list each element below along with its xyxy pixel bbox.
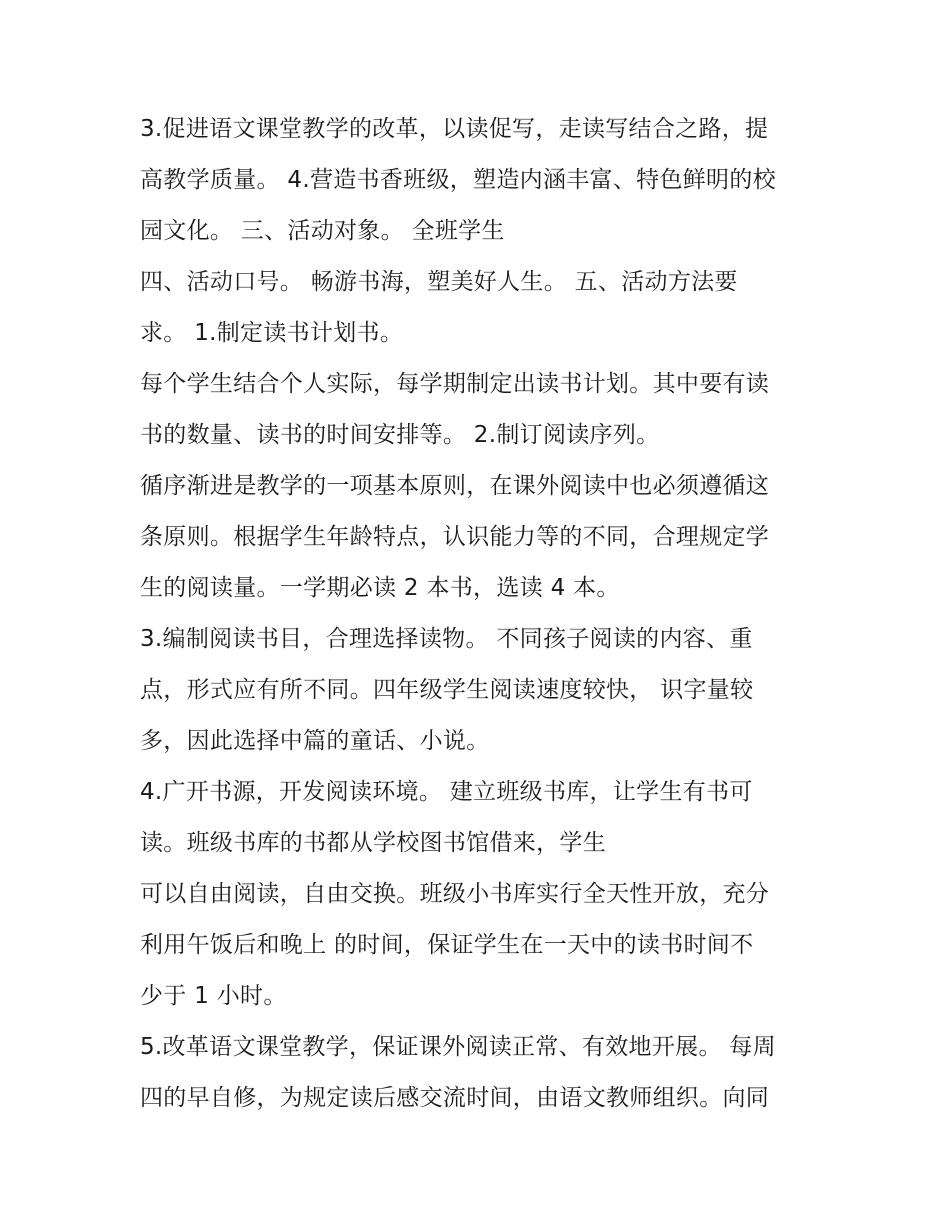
text-line: 多，因此选择中篇的童话、小说。 [140,728,490,754]
text-line: 少于 1 小时。 [140,983,287,1009]
text-line: 园文化。 三、活动对象。 全班学生 [140,218,505,244]
text-line: 4.广开书源，开发阅读环境。 建立班级书库，让学生有书可 [140,779,753,805]
text-line: 高教学质量。 4.营造书香班级，塑造内涵丰富、特色鲜明的校 [140,167,776,193]
text-line: 3.编制阅读书目，合理选择读物。 不同孩子阅读的内容、重 [140,626,753,652]
text-line: 条原则。根据学生年龄特点，认识能力等的不同，合理规定学 [140,524,770,550]
text-line: 求。 1.制定读书计划书。 [140,320,404,346]
text-line: 四的早自修，为规定读后感交流时间，由语文教师组织。向同 [140,1085,770,1111]
text-line: 可以自由阅读，自由交换。班级小书库实行全天性开放，充分 [140,881,770,907]
text-line: 四、活动口号。 畅游书海，塑美好人生。 五、活动方法要 [140,269,738,295]
document-body [140,104,830,1124]
text-line: 每个学生结合个人实际，每学期制定出读书计划。其中要有读 [140,371,770,397]
text-line: 循序渐进是教学的一项基本原则，在课外阅读中也必须遵循这 [140,473,770,499]
text-line: 书的数量、读书的时间安排等。 2.制订阅读序列。 [140,422,660,448]
text-line: 生的阅读量。一学期必读 2 本书，选读 4 本。 [140,575,620,601]
text-line: 点，形式应有所不同。四年级学生阅读速度较快， 识字量较 [140,677,754,703]
text-line: 3.促进语文课堂教学的改革，以读促写，走读写结合之路，提 [140,116,769,142]
text-line: 读。班级书库的书都从学校图书馆借来，学生 [140,830,606,856]
text-line: 5.改革语文课堂教学，保证课外阅读正常、有效地开展。 每周 [140,1034,776,1060]
text-line: 利用午饭后和晚上 的时间，保证学生在一天中的读书时间不 [140,932,754,958]
